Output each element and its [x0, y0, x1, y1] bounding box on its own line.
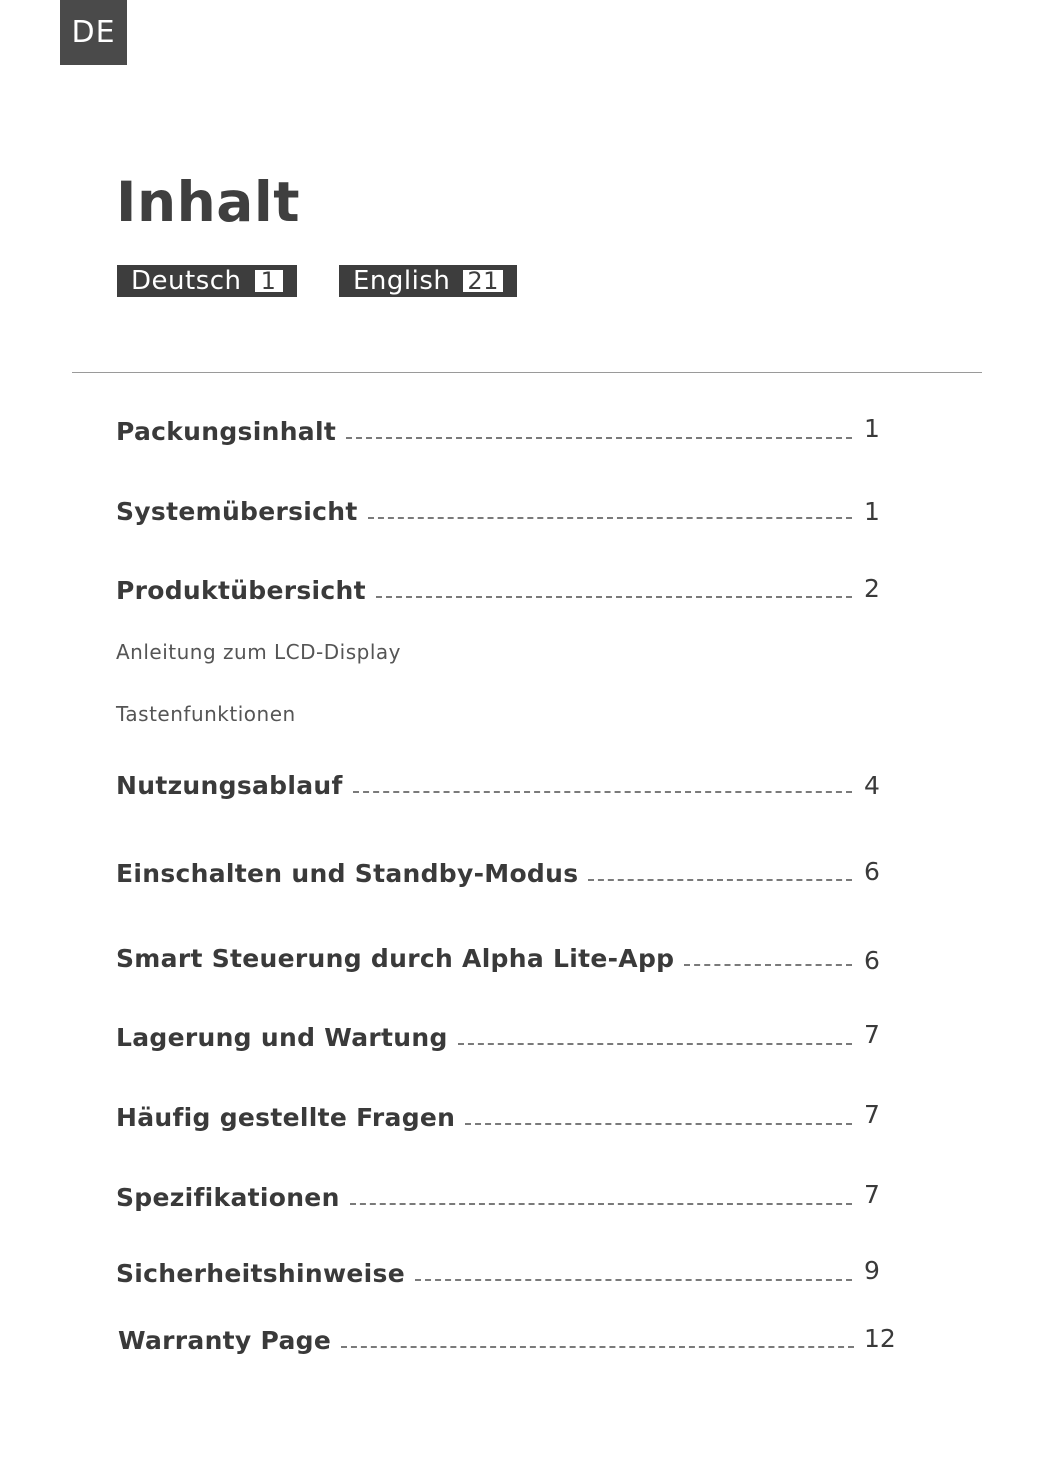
- toc-leader: [684, 964, 852, 966]
- toc-entry-page: 12: [864, 1324, 896, 1353]
- toc-entry[interactable]: [116, 937, 856, 973]
- toc-leader: [346, 437, 852, 439]
- toc-entry-page: 1: [864, 497, 880, 526]
- toc-leader: [415, 1279, 852, 1281]
- toc-entry[interactable]: [116, 1096, 856, 1132]
- toc-entry-page: 7: [864, 1020, 880, 1049]
- toc-entry[interactable]: [116, 410, 856, 446]
- toc-entry[interactable]: [116, 569, 856, 605]
- page-title: Inhalt: [116, 170, 301, 234]
- toc-entry[interactable]: [118, 1319, 858, 1355]
- toc-entry-page: 4: [864, 771, 880, 800]
- toc-leader: [458, 1043, 852, 1045]
- toc-entry-title: Einschalten und Standby-Modus: [116, 859, 579, 888]
- toc-leader: [341, 1346, 854, 1348]
- language-tag-label: Deutsch: [131, 266, 242, 296]
- toc-entry-page: 6: [864, 857, 880, 886]
- toc-entry-page: 6: [864, 946, 880, 975]
- toc-leader: [465, 1123, 852, 1125]
- toc-entry-title: Häufig gestellte Fragen: [116, 1103, 456, 1132]
- toc-entry-page: 9: [864, 1256, 880, 1285]
- toc-leader: [350, 1203, 852, 1205]
- language-tag-deutsch[interactable]: [117, 265, 297, 297]
- divider: [72, 372, 982, 373]
- toc-entry[interactable]: [116, 1252, 856, 1288]
- toc-entry-page: 2: [864, 574, 880, 603]
- toc-entry[interactable]: [116, 852, 856, 888]
- language-tag-page: 1: [254, 269, 284, 293]
- toc-leader: [353, 791, 852, 793]
- toc-entry-page: 7: [864, 1180, 880, 1209]
- toc-entry-title: Warranty Page: [118, 1326, 332, 1355]
- language-tag-label: English: [353, 266, 451, 296]
- toc-entry[interactable]: [116, 1016, 856, 1052]
- language-badge: DE: [60, 0, 127, 65]
- toc-entry-title: Produktübersicht: [116, 576, 366, 605]
- toc-entry[interactable]: [116, 764, 856, 800]
- toc-entry[interactable]: [116, 1176, 856, 1212]
- toc-entry-page: 1: [864, 414, 880, 443]
- toc-leader: [588, 879, 852, 881]
- toc-entry-title: Sicherheitshinweise: [116, 1259, 405, 1288]
- toc-subitem[interactable]: Tastenfunktionen: [116, 702, 296, 726]
- toc-entry-title: Smart Steuerung durch Alpha Lite-App: [116, 944, 675, 973]
- language-tag-english[interactable]: [339, 265, 517, 297]
- toc-entry-title: Lagerung und Wartung: [116, 1023, 448, 1052]
- toc-entry-title: Packungsinhalt: [116, 417, 337, 446]
- toc-subitem[interactable]: Anleitung zum LCD-Display: [116, 640, 401, 664]
- toc-entry-title: Systemübersicht: [116, 497, 358, 526]
- toc-entry-title: Nutzungsablauf: [116, 771, 343, 800]
- language-tag-page: 21: [462, 269, 504, 293]
- toc-entry[interactable]: [116, 490, 856, 526]
- toc-leader: [376, 596, 852, 598]
- toc-entry-title: Spezifikationen: [116, 1183, 340, 1212]
- toc-entry-page: 7: [864, 1100, 880, 1129]
- toc-leader: [368, 517, 852, 519]
